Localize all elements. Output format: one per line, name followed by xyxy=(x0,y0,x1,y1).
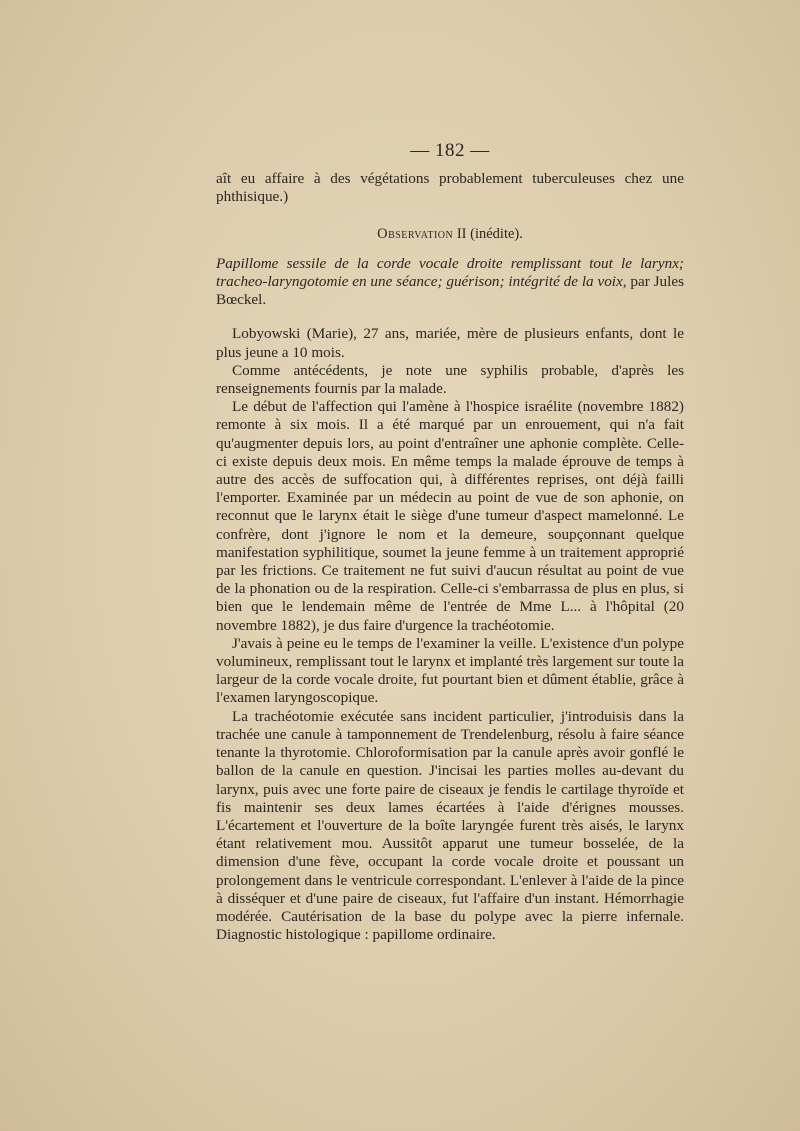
body-paragraph: J'avais à peine eu le temps de l'examiner la veille. L'existence d'un polype volumineux, remplissant tout le larynx et implanté très largement sur toute la largeur de la corde vocale droite, fut pourtant bien et dûment établie, grâce à l'examen laryngoscopique. xyxy=(216,634,684,707)
intro-paragraph: aît eu affaire à des végétations probablement tuberculeuses chez une phthisique.) xyxy=(216,170,684,206)
body-paragraph: Comme antécédents, je note une syphilis probable, d'après les renseignements fournis par la malade. xyxy=(216,361,684,398)
observation-label: Observation xyxy=(377,225,454,242)
body-paragraph: Le début de l'affection qui l'amène à l'hospice israélite (novembre 1882) remonte à six mois. Il a été marqué par un enrouement, qui n'a fait qu'augmenter depuis lors, au point d'entraîner une aphonie complète. Celle-ci existe depuis deux mois. En même temps la malade éprouve de temps à autre des accès de suffocation qui, à différentes reprises, ont déjà failli l'emporter. Examinée par un médecin au point de vue de son aphonie, on reconnut que le larynx était le siège d'une tumeur d'aspect mamelonné. Le confrère, dont j'ignore le nom et la demeure, soupçonnant quelque manifestation syphilitique, soumet la jeune femme à un traitement approprié par les frictions. Ce traitement ne fut suivi d'aucun résultat au point de vue de la phonation ou de la respiration. Celle-ci s'embarrassa de plus en plus, si bien que le lendemain même de l'entrée de Mme L... à l'hôpital (20 novembre 1882), je dus faire d'urgence la trachéotomie. xyxy=(216,398,684,634)
summary-author: par Jules Bœckel. xyxy=(216,273,684,309)
body-paragraph: Lobyowski (Marie), 27 ans, mariée, mère de plusieurs enfants, dont le plus jeune a 10 mois. xyxy=(216,325,684,361)
observation-summary xyxy=(216,255,684,310)
observation-number: II (inédite). xyxy=(453,225,523,242)
body-paragraph: La trachéotomie exécutée sans incident particulier, j'introduisis dans la trachée une canule à tamponnement de Trendelenburg, résolu à faire séance tenante la thyrotomie. Chloroformisation par la canule après avoir gonflé le ballon de la canule en question. J'incisai les parties molles au-devant du larynx, puis avec une forte paire de ciseaux je fendis le cartilage thyroïde et fis maintenir ses deux lames écartées à l'aide d'érignes mousses. L'écartement et l'ouverture de la boîte laryngée furent très aisés, le larynx étant relativement mou. Aussitôt apparut une tumeur bosselée, de la dimension d'une fève, occupant la corde vocale droite et poussant un prolongement dans le ventricule correspondant. L'enlever à l'aide de la pince à disséquer et d'une paire de ciseaux, fut l'affaire d'un instant. Hémorrhagie modérée. Cautérisation de la base du polype avec la pierre infernale. Diagnostic histologique : papillome ordinaire. xyxy=(216,707,684,944)
summary-italic: Papillome sessile de la corde vocale droite remplissant tout le larynx; tracheo-laryngotomie en une séance; guérison; intégrité de la voix, xyxy=(216,254,684,291)
observation-heading xyxy=(216,225,684,243)
page-number: — 182 — xyxy=(410,140,490,161)
page-content xyxy=(216,142,684,944)
